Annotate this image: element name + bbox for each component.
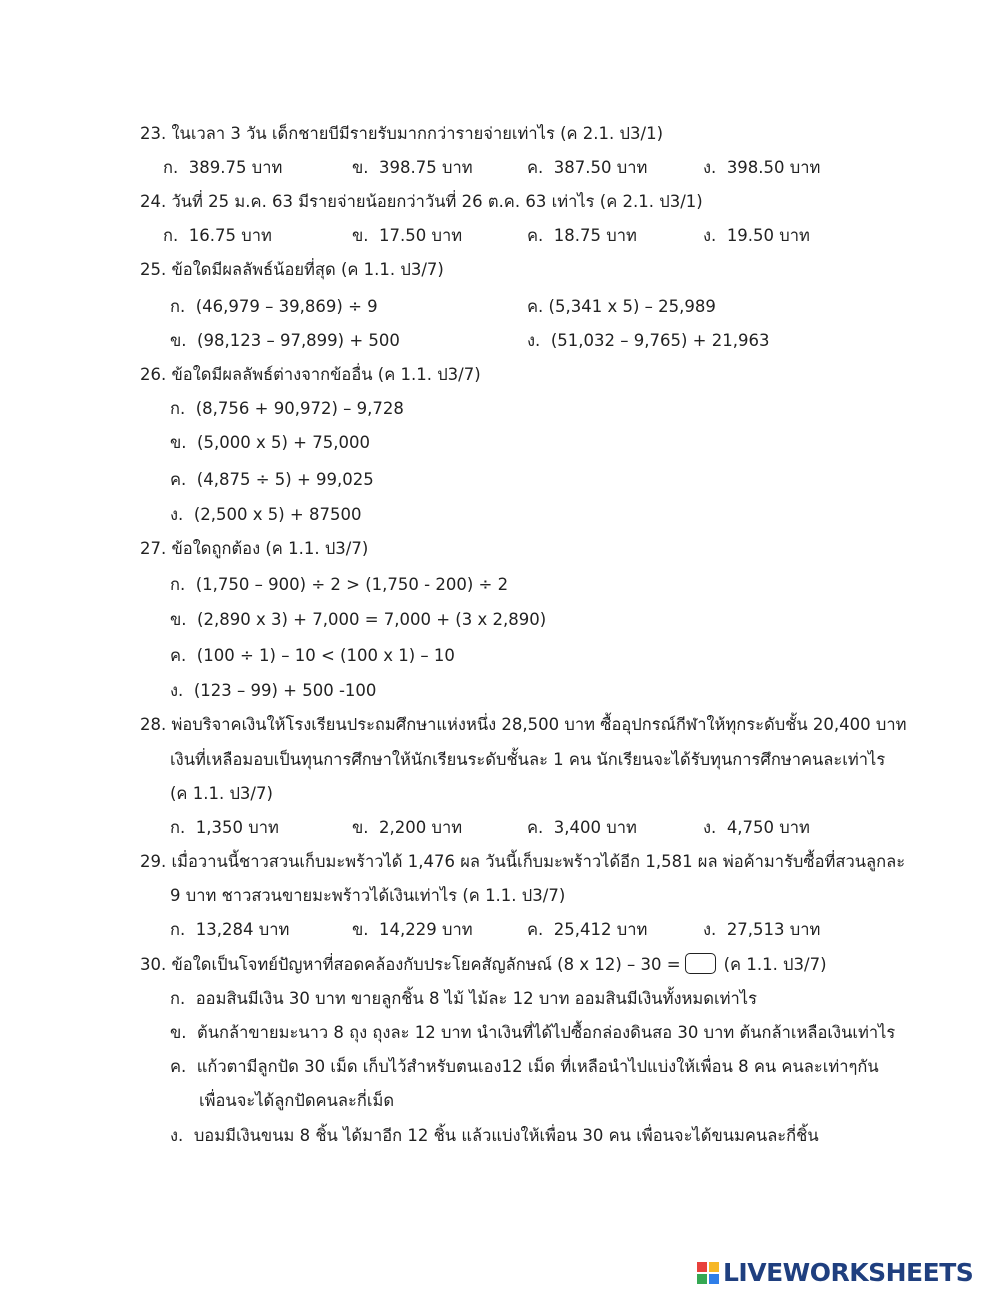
- q24-option-a[interactable]: ก. 16.75 บาท: [163, 226, 272, 245]
- q28-option-b[interactable]: ข. 2,200 บาท: [352, 818, 463, 837]
- q25-option-a[interactable]: ก. (46,979 – 39,869) ÷ 9: [170, 297, 378, 316]
- q28-option-c[interactable]: ค. 3,400 บาท: [527, 818, 637, 837]
- q29-option-d[interactable]: ง. 27,513 บาท: [703, 920, 821, 939]
- question-26: 26. ข้อใดมีผลลัพธ์ต่างจากข้ออื่น (ค 1.1. ป3/7): [140, 365, 481, 384]
- logo-square-red: [697, 1262, 707, 1272]
- question-25: 25. ข้อใดมีผลลัพธ์น้อยที่สุด (ค 1.1. ป3/7): [140, 260, 444, 279]
- q23-option-c[interactable]: ค. 387.50 บาท: [527, 158, 648, 177]
- q30-option-c[interactable]: ค. แก้วตามีลูกปัด 30 เม็ด เก็บไว้สำหรับตนเอง12 เม็ด ที่เหลือนำไปแบ่งให้เพื่อน 8 คน คนละเท่าๆกัน: [170, 1057, 879, 1076]
- question-28: 28. พ่อบริจาคเงินให้โรงเรียนประถมศึกษาแห่งหนึ่ง 28,500 บาท ซื้ออุปกรณ์กีฬาให้ทุกระดับชั้น 20,400 บาท: [140, 715, 907, 734]
- logo-text: LIVEWORKSHEETS: [723, 1258, 974, 1287]
- question-28-line-2: เงินที่เหลือมอบเป็นทุนการศึกษาให้นักเรียนระดับชั้นละ 1 คน นักเรียนจะได้รับทุนการศึกษาคนละเท่าไร: [170, 750, 886, 769]
- q30-option-c-line-2: เพื่อนจะได้ลูกปัดคนละกี่เม็ด: [199, 1091, 395, 1110]
- q30-option-d[interactable]: ง. บอมมีเงินขนม 8 ชิ้น ได้มาอีก 12 ชิ้น แล้วแบ่งให้เพื่อน 30 คน เพื่อนจะได้ขนมคนละกี่ชิ้น: [170, 1126, 819, 1145]
- q24-option-b[interactable]: ข. 17.50 บาท: [352, 226, 463, 245]
- liveworksheets-logo-icon: [697, 1262, 719, 1284]
- question-29: 29. เมื่อวานนี้ชาวสวนเก็บมะพร้าวได้ 1,476 ผล วันนี้เก็บมะพร้าวได้อีก 1,581 ผล พ่อค้ามารับซื้อที่สวนลูกละ: [140, 852, 906, 871]
- liveworksheets-logo[interactable]: [697, 1258, 973, 1287]
- question-23: 23. ในเวลา 3 วัน เด็กชายบีมีรายรับมากกว่ารายจ่ายเท่าไร (ค 2.1. ป3/1): [140, 124, 664, 143]
- q23-option-b[interactable]: ข. 398.75 บาท: [352, 158, 473, 177]
- q24-option-d[interactable]: ง. 19.50 บาท: [703, 226, 810, 245]
- q25-option-c[interactable]: ค. (5,341 x 5) – 25,989: [527, 297, 716, 316]
- question-30: 30. ข้อใดเป็นโจทย์ปัญหาที่สอดคล้องกับประโยคสัญลักษณ์ (8 x 12) – 30 = (ค 1.1. ป3/7): [140, 955, 827, 974]
- logo-square-green: [697, 1274, 707, 1284]
- q26-option-a[interactable]: ก. (8,756 + 90,972) – 9,728: [170, 399, 404, 418]
- question-29-line-2: 9 บาท ชาวสวนขายมะพร้าวได้เงินเท่าไร (ค 1.1. ป3/7): [170, 886, 566, 905]
- q26-option-b[interactable]: ข. (5,000 x 5) + 75,000: [170, 433, 370, 452]
- q23-option-a[interactable]: ก. 389.75 บาท: [163, 158, 283, 177]
- q29-option-c[interactable]: ค. 25,412 บาท: [527, 920, 648, 939]
- q27-option-a[interactable]: ก. (1,750 – 900) ÷ 2 > (1,750 - 200) ÷ 2: [170, 575, 509, 594]
- q30-option-a[interactable]: ก. ออมสินมีเงิน 30 บาท ขายลูกชิ้น 8 ไม้ ไม้ละ 12 บาท ออมสินมีเงินทั้งหมดเท่าไร: [170, 989, 757, 1008]
- q27-option-b[interactable]: ข. (2,890 x 3) + 7,000 = 7,000 + (3 x 2,890): [170, 610, 547, 629]
- question-27: 27. ข้อใดถูกต้อง (ค 1.1. ป3/7): [140, 539, 369, 558]
- q27-option-d[interactable]: ง. (123 – 99) + 500 -100: [170, 681, 377, 700]
- q30-option-b[interactable]: ข. ต้นกล้าขายมะนาว 8 ถุง ถุงละ 12 บาท นำเงินที่ได้ไปซื้อกล่องดินสอ 30 บาท ต้นกล้าเหลือเงินเท่าไร: [170, 1023, 896, 1042]
- question-28-line-3: (ค 1.1. ป3/7): [170, 784, 273, 803]
- question-24: 24. วันที่ 25 ม.ค. 63 มีรายจ่ายน้อยกว่าวันที่ 26 ต.ค. 63 เท่าไร (ค 2.1. ป3/1): [140, 192, 703, 211]
- q25-option-d[interactable]: ง. (51,032 – 9,765) + 21,963: [527, 331, 770, 350]
- logo-square-blue: [709, 1274, 719, 1284]
- q25-option-b[interactable]: ข. (98,123 – 97,899) + 500: [170, 331, 400, 350]
- q28-option-d[interactable]: ง. 4,750 บาท: [703, 818, 810, 837]
- logo-square-yellow: [709, 1262, 719, 1272]
- answer-box[interactable]: [685, 953, 716, 974]
- q29-option-a[interactable]: ก. 13,284 บาท: [170, 920, 290, 939]
- q26-option-c[interactable]: ค. (4,875 ÷ 5) + 99,025: [170, 470, 374, 489]
- q26-option-d[interactable]: ง. (2,500 x 5) + 87500: [170, 505, 362, 524]
- q28-option-a[interactable]: ก. 1,350 บาท: [170, 818, 279, 837]
- q29-option-b[interactable]: ข. 14,229 บาท: [352, 920, 473, 939]
- q27-option-c[interactable]: ค. (100 ÷ 1) – 10 < (100 x 1) – 10: [170, 646, 455, 665]
- q24-option-c[interactable]: ค. 18.75 บาท: [527, 226, 637, 245]
- q23-option-d[interactable]: ง. 398.50 บาท: [703, 158, 821, 177]
